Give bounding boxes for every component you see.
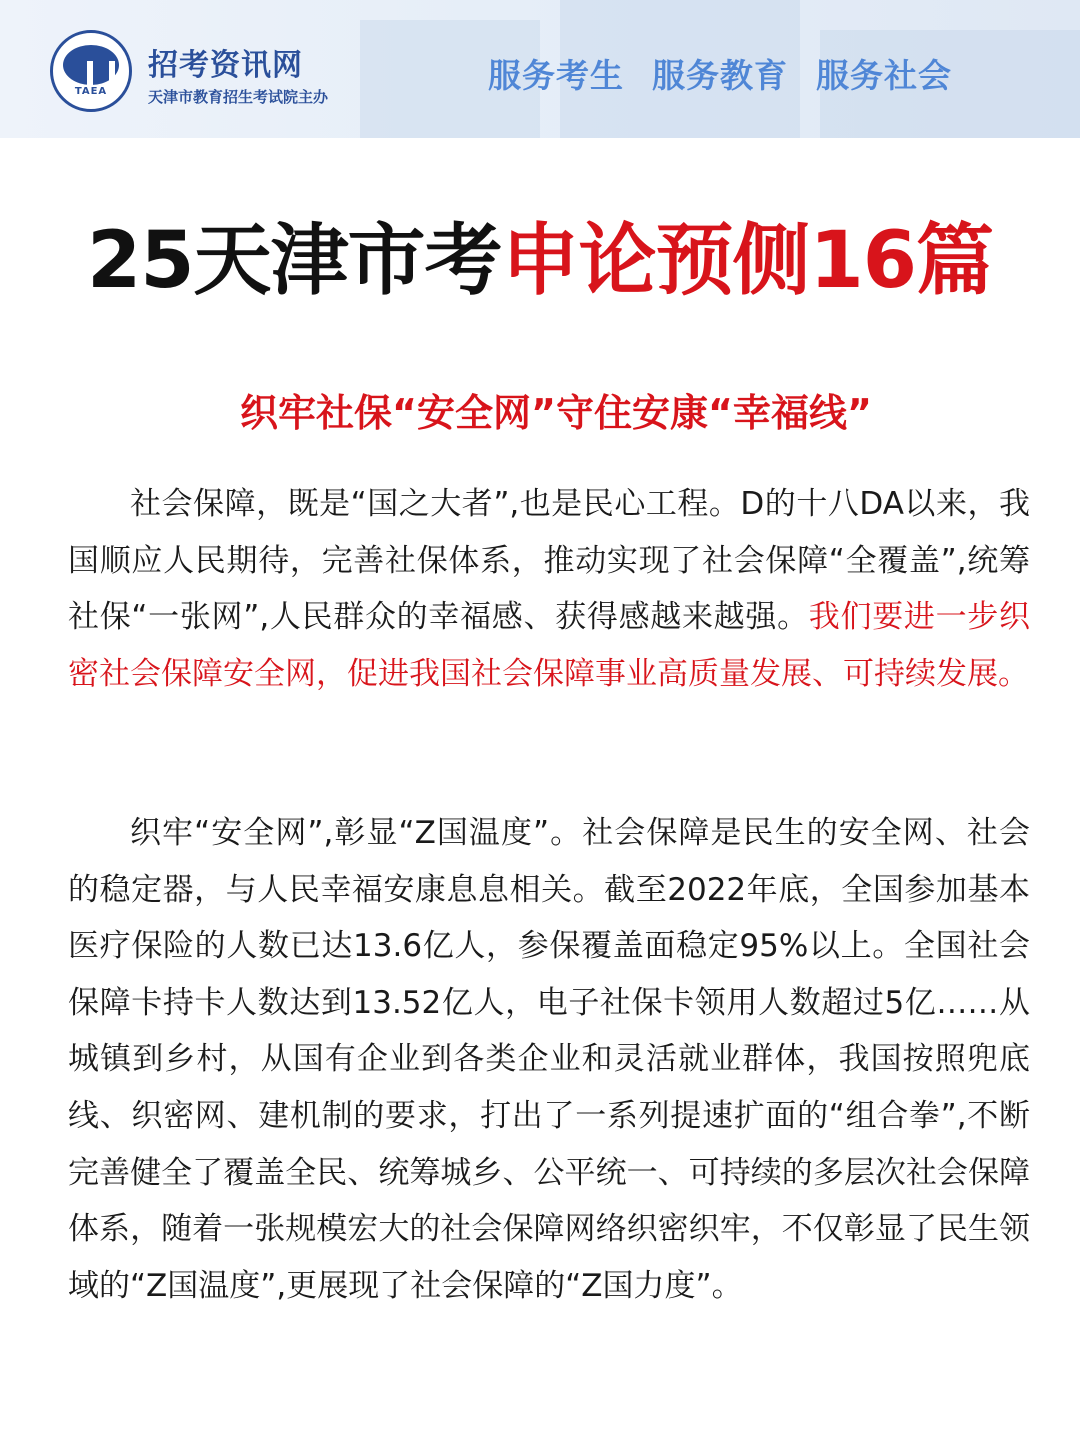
slogan-group	[488, 50, 952, 97]
header-banner	[0, 0, 1080, 138]
logo-text: TAEA	[74, 86, 108, 97]
paragraph-text: 社会保障，既是“国之大者”,也是民心工程。D的十八DA以来，我国顺应人民期待，完善社保体系，推动实现了社会保障“全覆盖”,统筹社保“一张网”,人民群众的幸福感、获得感越来越强。	[68, 486, 1030, 636]
site-subtitle: 天津市教育招生考试院主办	[148, 88, 329, 106]
page-title-red: 申论预侧16篇	[501, 216, 994, 306]
site-name: 招考资讯网	[148, 48, 303, 83]
paragraph	[68, 805, 1030, 1314]
page-title-black: 25天津市考	[86, 216, 502, 306]
slogan-society: 服务社会	[816, 56, 952, 95]
logo-emblem-icon	[63, 45, 119, 85]
page-title	[0, 216, 1080, 306]
taea-logo	[50, 30, 132, 112]
slogan-students: 服务考生	[488, 56, 624, 95]
paragraph-highlight: 我们要进一步织密社会保障安全网，促进我国社会保障事业高质量发展、可持续发展。	[68, 599, 1030, 692]
paragraph	[68, 476, 1030, 702]
paragraph-text: 织牢“安全网”,彰显“Z国温度”。社会保障是民生的安全网、社会的稳定器，与人民幸福安康息息相关。截至2022年底，全国参加基本医疗保险的人数已达13.6亿人，参保覆盖面稳定95%以上。全国社会保障卡持卡人数达到13.52亿人，电子社保卡领用人数超过5亿……从城镇到乡村，从国有企业到各类企业和灵活就业群体，我国按照兜底线、织密网、建机制的要求，打出了一系列提速扩面的“组合拳”,不断完善健全了覆盖全民、统筹城乡、公平统一、可持续的多层次社会保障体系，随着一张规模宏大的社会保障网络织密织牢，不仅彰显了民生领域的“Z国温度”,更展现了社会保障的“Z国力度”。	[68, 815, 1030, 1304]
article-subtitle: 织牢社保“安全网”守住安康“幸福线”	[240, 391, 872, 435]
slogan-education: 服务教育	[652, 56, 788, 95]
